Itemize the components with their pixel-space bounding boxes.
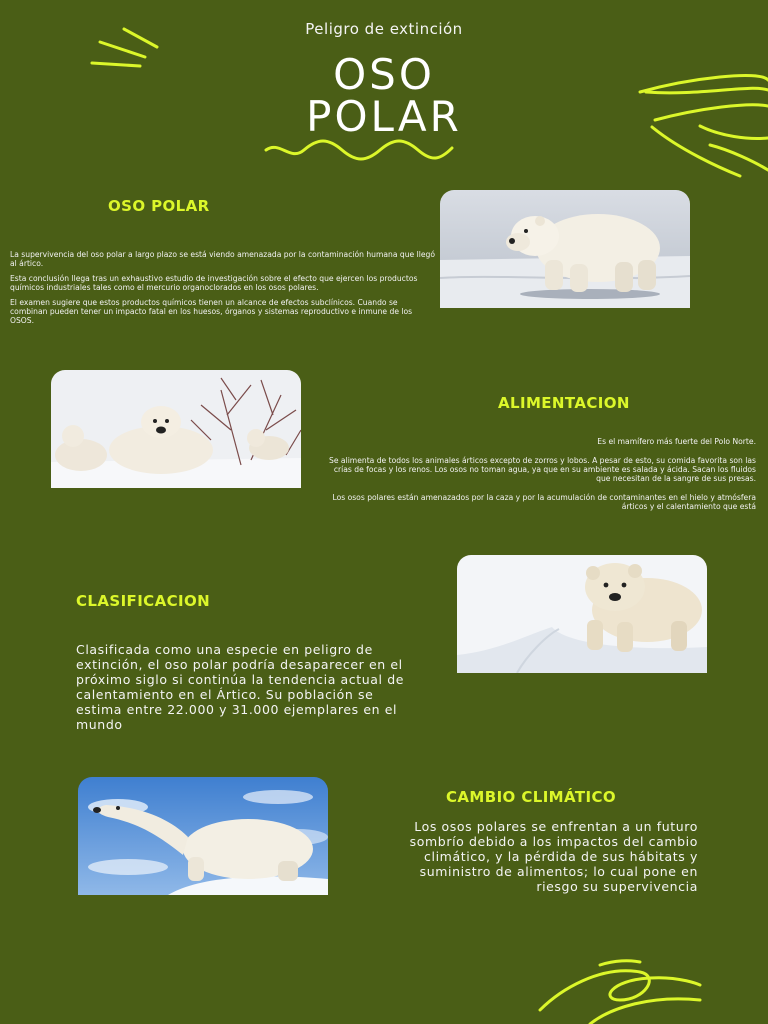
text-oso-polar	[10, 250, 435, 331]
paragraph: El examen sugiere que estos productos químicos tienen un alcance de efectos subclínicos. Cuando se combinan pueden tener un impacto fatal en los huesos, órganos y sistemas reproductivo e inmune de los OSOS.	[10, 298, 413, 325]
heading-cambio-climatico: CAMBIO CLIMÁTICO	[446, 788, 617, 806]
text-alimentacion	[325, 437, 756, 517]
paragraph: Los osos polares están amenazados por la caza y por la acumulación de contaminantes en el hielo y atmósfera árticos y el calentamiento que está	[332, 493, 756, 511]
paragraph: La supervivencia del oso polar a largo plazo se está viendo amenazada por la contaminación humana que llegó al ártico.	[10, 250, 435, 268]
polar-bear-family-photo	[51, 370, 301, 488]
polar-bear-walking-photo	[440, 190, 690, 308]
paragraph: Es el mamífero más fuerte del Polo Norte.	[597, 437, 756, 446]
title-line-2: POLAR	[306, 92, 462, 141]
text-cambio-climatico: Los osos polares se enfrentan a un futuro sombrío debido a los impactos del cambio climático, y la pérdida de sus hábitats y suministro de alimentos; lo cual pone en riesgo su supervivencia	[409, 819, 698, 894]
paragraph: Esta conclusión llega tras un exhaustivo estudio de investigación sobre el efecto que ejercen los productos químicos industriales tales como el mercurio organoclorados en los osos polares.	[10, 274, 418, 292]
paragraph: Se alimenta de todos los animales árticos excepto de zorros y lobos. A pesar de esto, su comida favorita son las crías de focas y los renos. Los osos no toman agua, ya que en su ambiente es salada y ácida. Sacan los fluidos que necesitan de la sangre de sus presas.	[329, 456, 756, 483]
polar-bear-sky-photo	[78, 777, 328, 895]
heading-alimentacion: ALIMENTACION	[498, 394, 630, 412]
heading-clasificacion: CLASIFICACION	[76, 592, 211, 610]
page-subtitle: Peligro de extinción	[305, 20, 463, 38]
heading-oso-polar: OSO POLAR	[108, 197, 210, 215]
title-line-1: OSO	[333, 50, 435, 99]
text-clasificacion: Clasificada como una especie en peligro de extinción, el oso polar podría desaparecer en el próximo siglo si continúa la tendencia actual de calentamiento en el Ártico. Su población se estima entre 22.000 y 31.000 ejemplares en el mundo	[76, 642, 405, 732]
page-title	[234, 50, 534, 141]
polar-bear-snow-photo	[457, 555, 707, 673]
